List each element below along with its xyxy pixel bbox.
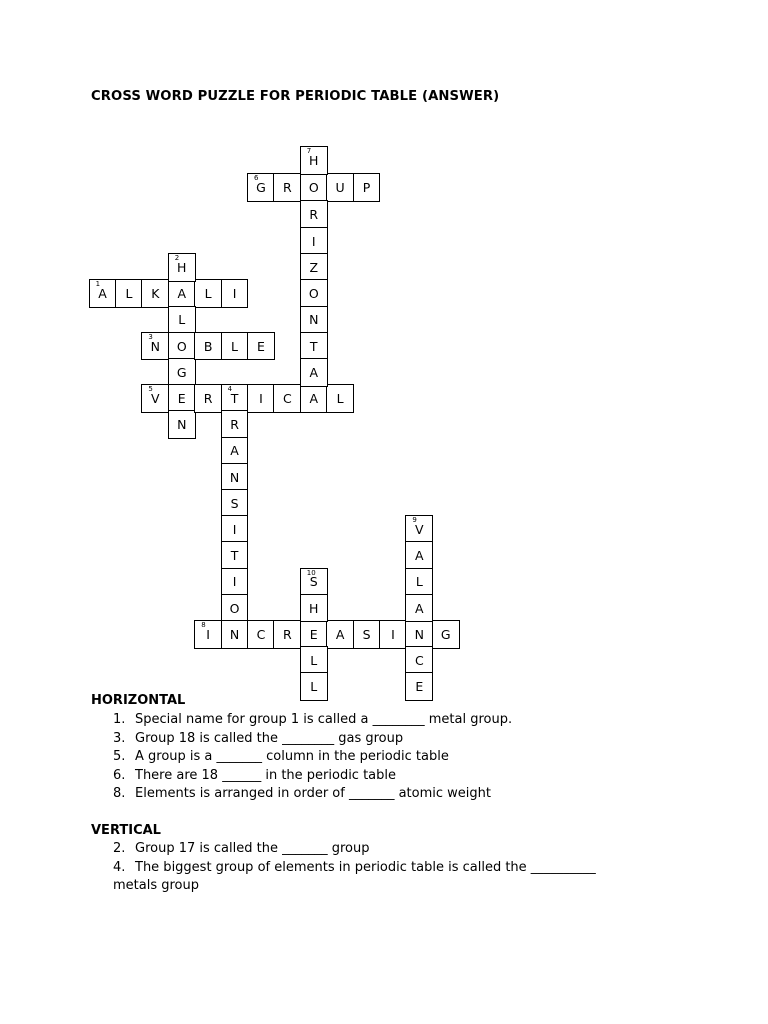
cell-letter: L [231,338,239,354]
crossword-cell [300,672,328,701]
crossword-cell [168,358,196,387]
crossword-cell [194,620,222,649]
cell-letter: I [206,626,210,642]
crossword-cell [168,279,196,308]
crossword-cell [405,672,433,701]
cell-letter: L [310,679,318,695]
cell-letter: E [415,679,424,695]
clue-num: 4. [113,860,126,875]
clue-text: Special name for group 1 is called a ________ metal group. [135,712,513,727]
cell-letter: C [414,652,424,668]
cell-letter: V [415,521,424,537]
cell-letter: A [98,286,107,302]
crossword-cell [141,279,169,308]
clue-text: Elements is arranged in order of _______ atomic weight [135,786,491,801]
crossword-cell [300,200,328,229]
crossword-cell [432,620,460,649]
crossword-cell [273,173,301,202]
cell-letter: C [282,390,292,406]
cell-letter: T [230,390,239,406]
cell-letter: I [232,521,237,537]
crossword-cell [326,384,354,413]
crossword-cell [221,620,249,649]
cell-letter: E [256,338,265,354]
clue-number: 10 [306,568,316,577]
cell-letter: K [151,286,160,302]
cell-letter: T [309,338,318,354]
clue-number: 8 [201,621,206,629]
cell-letter: N [414,626,425,642]
cell-letter: C [256,626,266,642]
cell-letter: H [309,152,319,168]
cell-letter: A [335,626,345,642]
clue-num: 3. [113,731,126,746]
crossword-cell [221,463,249,492]
crossword-cell [221,384,249,413]
crossword-cell [168,410,196,439]
clue-number: 5 [148,385,153,394]
clue-number: 3 [148,332,153,341]
cell-letter: V [151,390,160,406]
cell-letter: N [229,469,240,485]
clue-number: 1 [95,280,101,289]
crossword-cell [168,332,196,361]
cell-letter: L [310,652,318,668]
clue-number: 2 [174,254,180,263]
crossword-cell [300,568,328,597]
crossword-cell [300,173,328,202]
crossword-cell [405,620,433,649]
crossword-cell [405,515,433,544]
cell-letter: O [308,286,319,302]
crossword-cell [247,620,275,649]
cell-letter: P [362,179,371,195]
cell-letter: S [309,574,318,590]
horizontal-heading: HORIZONTAL [91,693,186,708]
crossword-cell [221,515,249,544]
cell-letter: B [203,338,213,354]
crossword-cell [300,332,328,361]
crossword-cell [353,173,381,202]
cell-letter: G [440,626,451,642]
crossword-cell [326,620,354,649]
cell-letter: N [309,312,319,328]
crossword-cell [273,384,301,413]
clue-text: Group 18 is called the ________ gas group [135,731,404,746]
cell-letter: G [256,179,266,195]
cell-letter: S [362,626,371,642]
crossword-cell [300,358,328,387]
crossword-cell [221,437,249,466]
cell-letter: E [177,390,186,406]
crossword-cell [221,568,249,597]
cell-letter: L [125,286,133,302]
crossword-cell [300,279,328,308]
cell-letter: A [230,443,239,459]
clue-text: There are 18 ______ in the periodic table [135,768,397,783]
cell-letter: I [232,574,237,590]
crossword-cell [300,594,328,623]
crossword-cell [221,410,249,439]
cell-letter: A [309,364,319,380]
cell-letter: I [232,286,237,302]
page-title: CROSS WORD PUZZLE FOR PERIODIC TABLE (ANSWER) [91,89,500,104]
crossword-cell [405,594,433,623]
crossword-cell [300,646,328,675]
crossword-cell [353,620,381,649]
cell-letter: O [308,179,319,195]
vertical-heading: VERTICAL [91,823,161,838]
crossword-cell [300,227,328,256]
crossword-cell [300,620,328,649]
crossword-cell [168,253,196,282]
cell-letter: Z [309,259,319,275]
cell-letter: A [415,548,424,564]
cell-letter: L [178,312,186,328]
cell-letter: L [204,286,212,302]
clue-text: A group is a _______ column in the periodic table [135,749,449,764]
cell-letter: R [282,626,292,642]
crossword-cell [141,384,169,413]
cell-letter: I [259,390,263,406]
clue-number: 6 [254,174,259,182]
clue-number: 9 [412,516,417,525]
clue-num: 2. [113,841,126,856]
cell-letter: N [229,626,240,642]
cell-letter: A [415,600,424,616]
crossword-cell [405,646,433,675]
cell-letter: R [230,417,239,433]
clue-num: 5. [113,749,126,764]
cell-letter: N [177,417,187,433]
crossword-cell [405,541,433,570]
clue-text: metals group [113,878,199,893]
cell-letter: I [311,233,316,249]
crossword-cell [194,332,222,361]
clue-text: Group 17 is called the _______ group [135,841,370,856]
cell-letter: L [336,390,344,406]
cell-letter: L [415,574,423,590]
clue-number: 4 [227,385,233,394]
crossword-cell [300,253,328,282]
cell-letter: S [230,495,239,511]
crossword-cell [247,332,275,361]
cell-letter: A [177,286,187,302]
crossword-cell [247,173,275,202]
clue-num: 8. [113,786,126,801]
cell-letter: R [203,390,213,406]
crossword-cell [221,541,249,570]
crossword-cell [247,384,275,413]
cell-letter: H [309,600,319,616]
cell-letter: T [230,548,239,564]
crossword-cell [221,332,249,361]
cell-letter: N [150,338,161,354]
crossword-cell [300,306,328,335]
cell-letter: I [391,626,395,642]
crossword-cell [194,279,222,308]
cell-letter: G [176,364,187,380]
clue-num: 1. [113,712,126,727]
cell-letter: E [309,626,318,642]
cell-letter: R [282,179,292,195]
crossword-cell [326,173,354,202]
crossword-cell [273,620,301,649]
crossword-cell [168,384,196,413]
cell-letter: U [335,179,345,195]
crossword-cell [115,279,143,308]
cell-letter: R [309,206,319,222]
clue-num: 6. [113,768,126,783]
cell-letter: H [177,259,187,275]
crossword-cell [221,594,249,623]
clue-number: 7 [306,147,312,155]
crossword-cell [300,384,328,413]
crossword-cell [379,620,407,649]
crossword-cell [221,279,249,308]
cell-letter: A [309,390,319,406]
crossword-cell [141,332,169,361]
crossword-cell [168,306,196,335]
crossword-cell [300,146,328,175]
cell-letter: O [229,600,240,616]
clue-text: The biggest group of elements in periodic table is called the __________ [135,860,596,875]
crossword-cell [405,568,433,597]
cell-letter: O [176,338,187,354]
crossword-cell [89,279,117,308]
crossword-cell [194,384,222,413]
crossword-cell [221,489,249,518]
